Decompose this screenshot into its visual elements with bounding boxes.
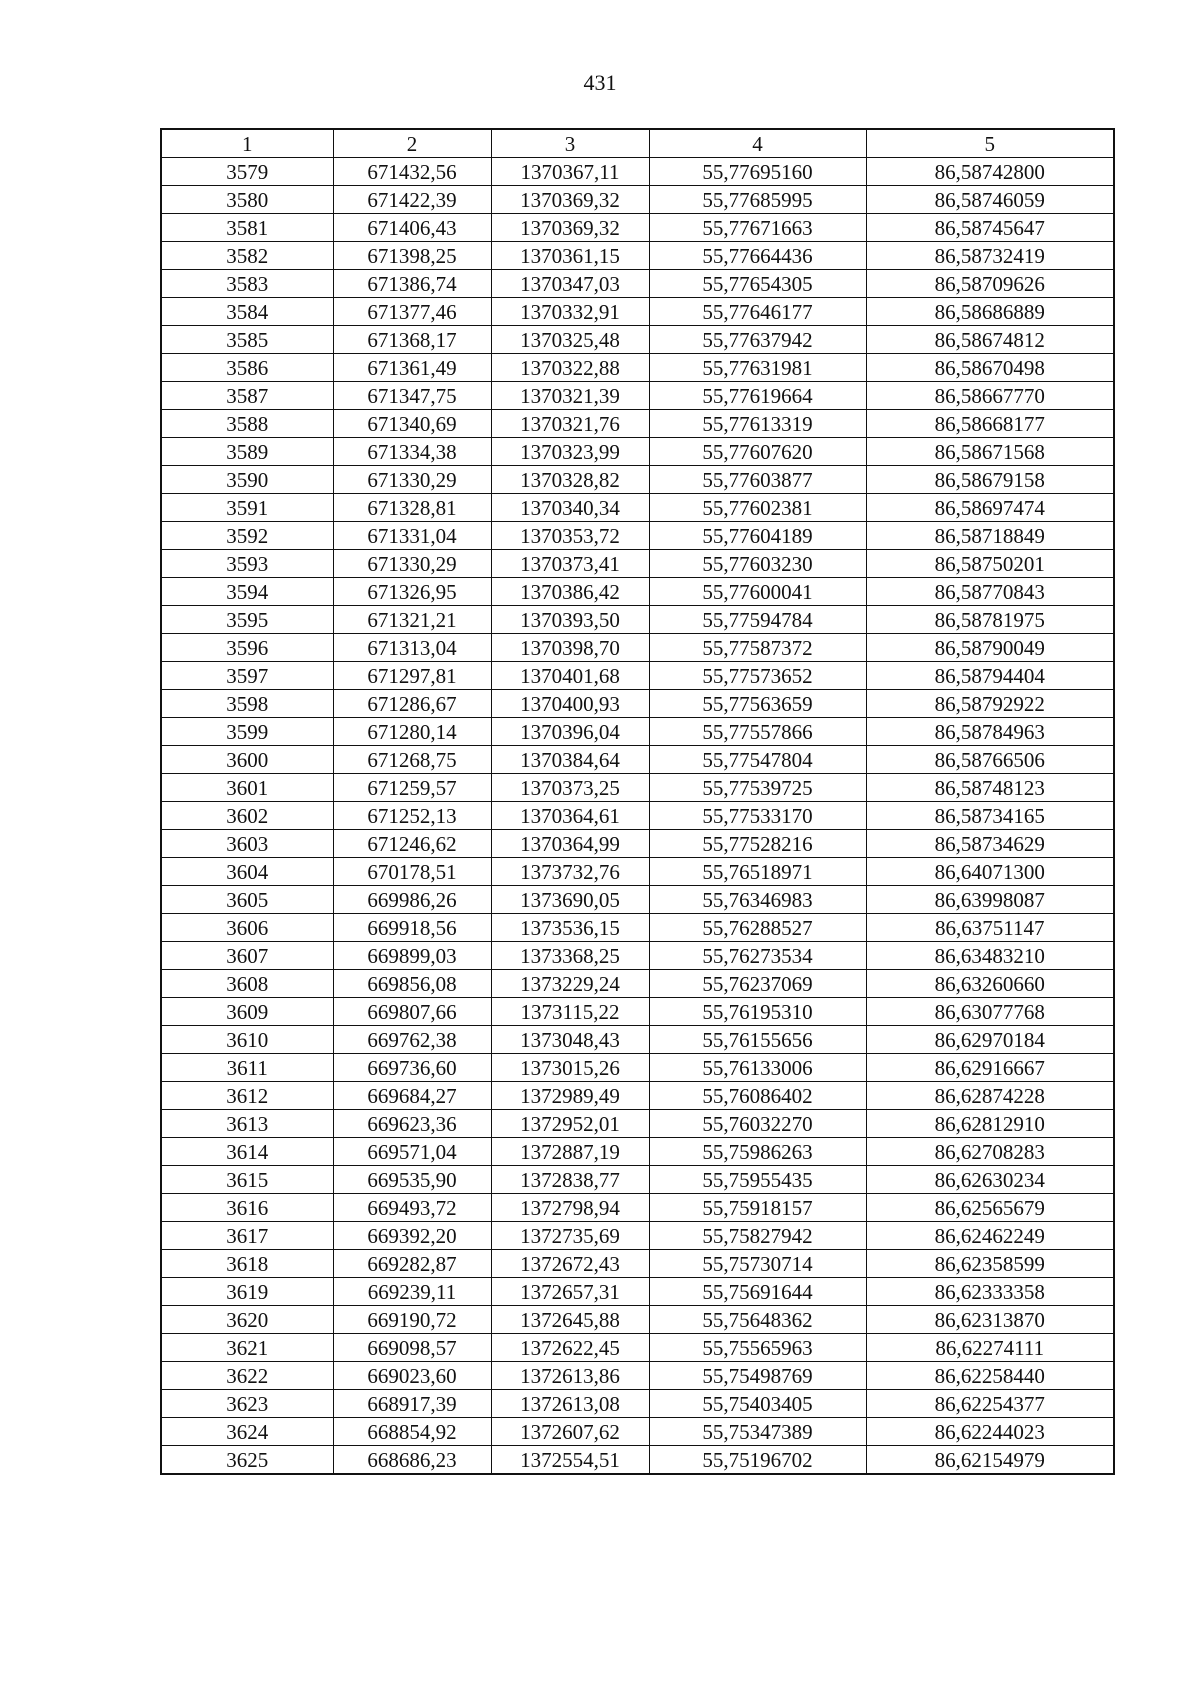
table-row	[161, 802, 1114, 830]
x-coordinate-cell: 671328,81	[333, 494, 491, 522]
y-coordinate-cell: 1370369,32	[491, 186, 649, 214]
latitude-cell: 55,75827942	[649, 1222, 866, 1250]
point-number-cell: 3583	[161, 270, 333, 298]
longitude-cell: 86,58794404	[866, 662, 1114, 690]
x-coordinate-cell: 671326,95	[333, 578, 491, 606]
point-number-cell: 3593	[161, 550, 333, 578]
y-coordinate-cell: 1370369,32	[491, 214, 649, 242]
table-row	[161, 1306, 1114, 1334]
x-coordinate-cell: 671331,04	[333, 522, 491, 550]
x-coordinate-cell: 669571,04	[333, 1138, 491, 1166]
table-row	[161, 606, 1114, 634]
y-coordinate-cell: 1370373,25	[491, 774, 649, 802]
latitude-cell: 55,77547804	[649, 746, 866, 774]
point-number-cell: 3585	[161, 326, 333, 354]
latitude-cell: 55,76133006	[649, 1054, 866, 1082]
table-row	[161, 298, 1114, 326]
point-number-cell: 3625	[161, 1446, 333, 1475]
y-coordinate-cell: 1370328,82	[491, 466, 649, 494]
x-coordinate-cell: 671340,69	[333, 410, 491, 438]
y-coordinate-cell: 1373015,26	[491, 1054, 649, 1082]
x-coordinate-cell: 671422,39	[333, 186, 491, 214]
latitude-cell: 55,76032270	[649, 1110, 866, 1138]
latitude-cell: 55,76237069	[649, 970, 866, 998]
x-coordinate-cell: 669493,72	[333, 1194, 491, 1222]
latitude-cell: 55,77664436	[649, 242, 866, 270]
point-number-cell: 3599	[161, 718, 333, 746]
point-number-cell: 3602	[161, 802, 333, 830]
point-number-cell: 3621	[161, 1334, 333, 1362]
table-row	[161, 158, 1114, 186]
latitude-cell: 55,75918157	[649, 1194, 866, 1222]
x-coordinate-cell: 670178,51	[333, 858, 491, 886]
y-coordinate-cell: 1372607,62	[491, 1418, 649, 1446]
point-number-cell: 3603	[161, 830, 333, 858]
latitude-cell: 55,75196702	[649, 1446, 866, 1475]
longitude-cell: 86,63483210	[866, 942, 1114, 970]
x-coordinate-cell: 669098,57	[333, 1334, 491, 1362]
point-number-cell: 3598	[161, 690, 333, 718]
point-number-cell: 3615	[161, 1166, 333, 1194]
longitude-cell: 86,58750201	[866, 550, 1114, 578]
x-coordinate-cell: 669856,08	[333, 970, 491, 998]
longitude-cell: 86,58770843	[866, 578, 1114, 606]
longitude-cell: 86,58745647	[866, 214, 1114, 242]
x-coordinate-cell: 671268,75	[333, 746, 491, 774]
latitude-cell: 55,77602381	[649, 494, 866, 522]
x-coordinate-cell: 669392,20	[333, 1222, 491, 1250]
y-coordinate-cell: 1373690,05	[491, 886, 649, 914]
latitude-cell: 55,75986263	[649, 1138, 866, 1166]
y-coordinate-cell: 1372887,19	[491, 1138, 649, 1166]
x-coordinate-cell: 669807,66	[333, 998, 491, 1026]
longitude-cell: 86,62333358	[866, 1278, 1114, 1306]
latitude-cell: 55,76518971	[649, 858, 866, 886]
table-row	[161, 242, 1114, 270]
point-number-cell: 3611	[161, 1054, 333, 1082]
point-number-cell: 3589	[161, 438, 333, 466]
x-coordinate-cell: 671259,57	[333, 774, 491, 802]
x-coordinate-cell: 671334,38	[333, 438, 491, 466]
y-coordinate-cell: 1370321,76	[491, 410, 649, 438]
y-coordinate-cell: 1370401,68	[491, 662, 649, 690]
y-coordinate-cell: 1373229,24	[491, 970, 649, 998]
latitude-cell: 55,77539725	[649, 774, 866, 802]
longitude-cell: 86,58766506	[866, 746, 1114, 774]
longitude-cell: 86,58784963	[866, 718, 1114, 746]
longitude-cell: 86,58686889	[866, 298, 1114, 326]
point-number-cell: 3600	[161, 746, 333, 774]
y-coordinate-cell: 1372645,88	[491, 1306, 649, 1334]
longitude-cell: 86,58668177	[866, 410, 1114, 438]
table-row	[161, 578, 1114, 606]
x-coordinate-cell: 671252,13	[333, 802, 491, 830]
x-coordinate-cell: 668854,92	[333, 1418, 491, 1446]
latitude-cell: 55,77671663	[649, 214, 866, 242]
column-header-1: 1	[161, 129, 333, 158]
x-coordinate-cell: 669023,60	[333, 1362, 491, 1390]
latitude-cell: 55,76273534	[649, 942, 866, 970]
table-row	[161, 1418, 1114, 1446]
latitude-cell: 55,77604189	[649, 522, 866, 550]
latitude-cell: 55,77646177	[649, 298, 866, 326]
longitude-cell: 86,58671568	[866, 438, 1114, 466]
coordinates-table	[160, 128, 1115, 1475]
table-row	[161, 214, 1114, 242]
table-row	[161, 1194, 1114, 1222]
x-coordinate-cell: 671386,74	[333, 270, 491, 298]
point-number-cell: 3594	[161, 578, 333, 606]
y-coordinate-cell: 1373536,15	[491, 914, 649, 942]
y-coordinate-cell: 1372672,43	[491, 1250, 649, 1278]
point-number-cell: 3618	[161, 1250, 333, 1278]
point-number-cell: 3622	[161, 1362, 333, 1390]
point-number-cell: 3592	[161, 522, 333, 550]
longitude-cell: 86,58667770	[866, 382, 1114, 410]
point-number-cell: 3591	[161, 494, 333, 522]
latitude-cell: 55,77600041	[649, 578, 866, 606]
x-coordinate-cell: 671368,17	[333, 326, 491, 354]
latitude-cell: 55,76155656	[649, 1026, 866, 1054]
longitude-cell: 86,62970184	[866, 1026, 1114, 1054]
point-number-cell: 3616	[161, 1194, 333, 1222]
y-coordinate-cell: 1372657,31	[491, 1278, 649, 1306]
longitude-cell: 86,63751147	[866, 914, 1114, 942]
column-header-2: 2	[333, 129, 491, 158]
y-coordinate-cell: 1370400,93	[491, 690, 649, 718]
latitude-cell: 55,77685995	[649, 186, 866, 214]
longitude-cell: 86,62358599	[866, 1250, 1114, 1278]
y-coordinate-cell: 1372952,01	[491, 1110, 649, 1138]
point-number-cell: 3601	[161, 774, 333, 802]
latitude-cell: 55,75648362	[649, 1306, 866, 1334]
latitude-cell: 55,77631981	[649, 354, 866, 382]
longitude-cell: 86,58781975	[866, 606, 1114, 634]
latitude-cell: 55,77533170	[649, 802, 866, 830]
table-row	[161, 438, 1114, 466]
y-coordinate-cell: 1372613,08	[491, 1390, 649, 1418]
point-number-cell: 3610	[161, 1026, 333, 1054]
page-number: 431	[583, 70, 617, 95]
latitude-cell: 55,77695160	[649, 158, 866, 186]
y-coordinate-cell: 1370340,34	[491, 494, 649, 522]
x-coordinate-cell: 668917,39	[333, 1390, 491, 1418]
point-number-cell: 3587	[161, 382, 333, 410]
point-number-cell: 3590	[161, 466, 333, 494]
point-number-cell: 3617	[161, 1222, 333, 1250]
x-coordinate-cell: 671432,56	[333, 158, 491, 186]
y-coordinate-cell: 1370353,72	[491, 522, 649, 550]
latitude-cell: 55,75691644	[649, 1278, 866, 1306]
y-coordinate-cell: 1370386,42	[491, 578, 649, 606]
longitude-cell: 86,58790049	[866, 634, 1114, 662]
longitude-cell: 86,58742800	[866, 158, 1114, 186]
point-number-cell: 3588	[161, 410, 333, 438]
latitude-cell: 55,77528216	[649, 830, 866, 858]
latitude-cell: 55,77563659	[649, 690, 866, 718]
point-number-cell: 3580	[161, 186, 333, 214]
y-coordinate-cell: 1370398,70	[491, 634, 649, 662]
table-row	[161, 886, 1114, 914]
x-coordinate-cell: 669282,87	[333, 1250, 491, 1278]
longitude-cell: 86,58734165	[866, 802, 1114, 830]
latitude-cell: 55,75565963	[649, 1334, 866, 1362]
y-coordinate-cell: 1373048,43	[491, 1026, 649, 1054]
point-number-cell: 3613	[161, 1110, 333, 1138]
y-coordinate-cell: 1370396,04	[491, 718, 649, 746]
x-coordinate-cell: 668686,23	[333, 1446, 491, 1475]
table-body	[161, 158, 1114, 1475]
latitude-cell: 55,76086402	[649, 1082, 866, 1110]
longitude-cell: 86,58718849	[866, 522, 1114, 550]
point-number-cell: 3607	[161, 942, 333, 970]
y-coordinate-cell: 1372554,51	[491, 1446, 649, 1475]
table-row	[161, 1110, 1114, 1138]
point-number-cell: 3609	[161, 998, 333, 1026]
y-coordinate-cell: 1370364,99	[491, 830, 649, 858]
x-coordinate-cell: 671286,67	[333, 690, 491, 718]
point-number-cell: 3612	[161, 1082, 333, 1110]
y-coordinate-cell: 1373732,76	[491, 858, 649, 886]
longitude-cell: 86,62462249	[866, 1222, 1114, 1250]
table-row	[161, 382, 1114, 410]
table-row	[161, 1250, 1114, 1278]
point-number-cell: 3596	[161, 634, 333, 662]
longitude-cell: 86,58674812	[866, 326, 1114, 354]
column-header-5: 5	[866, 129, 1114, 158]
table-row	[161, 718, 1114, 746]
point-number-cell: 3623	[161, 1390, 333, 1418]
table-row	[161, 466, 1114, 494]
point-number-cell: 3619	[161, 1278, 333, 1306]
x-coordinate-cell: 671406,43	[333, 214, 491, 242]
longitude-cell: 86,58748123	[866, 774, 1114, 802]
table-row	[161, 662, 1114, 690]
latitude-cell: 55,77637942	[649, 326, 866, 354]
point-number-cell: 3604	[161, 858, 333, 886]
table-row	[161, 410, 1114, 438]
x-coordinate-cell: 669986,26	[333, 886, 491, 914]
table-row	[161, 1362, 1114, 1390]
longitude-cell: 86,62254377	[866, 1390, 1114, 1418]
longitude-cell: 86,58697474	[866, 494, 1114, 522]
x-coordinate-cell: 669535,90	[333, 1166, 491, 1194]
x-coordinate-cell: 671246,62	[333, 830, 491, 858]
longitude-cell: 86,63260660	[866, 970, 1114, 998]
x-coordinate-cell: 669190,72	[333, 1306, 491, 1334]
y-coordinate-cell: 1370364,61	[491, 802, 649, 830]
y-coordinate-cell: 1373115,22	[491, 998, 649, 1026]
x-coordinate-cell: 669899,03	[333, 942, 491, 970]
point-number-cell: 3614	[161, 1138, 333, 1166]
longitude-cell: 86,62708283	[866, 1138, 1114, 1166]
table-row	[161, 830, 1114, 858]
table-row	[161, 1334, 1114, 1362]
x-coordinate-cell: 669918,56	[333, 914, 491, 942]
table-row	[161, 970, 1114, 998]
x-coordinate-cell: 671398,25	[333, 242, 491, 270]
latitude-cell: 55,75498769	[649, 1362, 866, 1390]
latitude-cell: 55,76346983	[649, 886, 866, 914]
x-coordinate-cell: 671347,75	[333, 382, 491, 410]
x-coordinate-cell: 669623,36	[333, 1110, 491, 1138]
longitude-cell: 86,62565679	[866, 1194, 1114, 1222]
latitude-cell: 55,77613319	[649, 410, 866, 438]
point-number-cell: 3595	[161, 606, 333, 634]
longitude-cell: 86,62630234	[866, 1166, 1114, 1194]
latitude-cell: 55,77573652	[649, 662, 866, 690]
table-row	[161, 1082, 1114, 1110]
y-coordinate-cell: 1370325,48	[491, 326, 649, 354]
longitude-cell: 86,58679158	[866, 466, 1114, 494]
latitude-cell: 55,77619664	[649, 382, 866, 410]
longitude-cell: 86,62274111	[866, 1334, 1114, 1362]
y-coordinate-cell: 1370332,91	[491, 298, 649, 326]
longitude-cell: 86,62244023	[866, 1418, 1114, 1446]
y-coordinate-cell: 1370384,64	[491, 746, 649, 774]
point-number-cell: 3624	[161, 1418, 333, 1446]
y-coordinate-cell: 1372989,49	[491, 1082, 649, 1110]
x-coordinate-cell: 671330,29	[333, 550, 491, 578]
table-row	[161, 1166, 1114, 1194]
longitude-cell: 86,62874228	[866, 1082, 1114, 1110]
x-coordinate-cell: 671330,29	[333, 466, 491, 494]
x-coordinate-cell: 671280,14	[333, 718, 491, 746]
point-number-cell: 3579	[161, 158, 333, 186]
point-number-cell: 3586	[161, 354, 333, 382]
point-number-cell: 3582	[161, 242, 333, 270]
longitude-cell: 86,62258440	[866, 1362, 1114, 1390]
y-coordinate-cell: 1370393,50	[491, 606, 649, 634]
table-row	[161, 1054, 1114, 1082]
y-coordinate-cell: 1370373,41	[491, 550, 649, 578]
y-coordinate-cell: 1370323,99	[491, 438, 649, 466]
table-row	[161, 1222, 1114, 1250]
column-header-4: 4	[649, 129, 866, 158]
table-row	[161, 1446, 1114, 1475]
longitude-cell: 86,64071300	[866, 858, 1114, 886]
longitude-cell: 86,62916667	[866, 1054, 1114, 1082]
latitude-cell: 55,75347389	[649, 1418, 866, 1446]
latitude-cell: 55,77603230	[649, 550, 866, 578]
table-row	[161, 326, 1114, 354]
y-coordinate-cell: 1370322,88	[491, 354, 649, 382]
table-row	[161, 1390, 1114, 1418]
table-row	[161, 522, 1114, 550]
y-coordinate-cell: 1372838,77	[491, 1166, 649, 1194]
table-row	[161, 690, 1114, 718]
x-coordinate-cell: 669762,38	[333, 1026, 491, 1054]
x-coordinate-cell: 671297,81	[333, 662, 491, 690]
longitude-cell: 86,58670498	[866, 354, 1114, 382]
y-coordinate-cell: 1372735,69	[491, 1222, 649, 1250]
table-row	[161, 186, 1114, 214]
table-row	[161, 858, 1114, 886]
latitude-cell: 55,77594784	[649, 606, 866, 634]
table-row	[161, 354, 1114, 382]
latitude-cell: 55,75955435	[649, 1166, 866, 1194]
latitude-cell: 55,75730714	[649, 1250, 866, 1278]
latitude-cell: 55,77587372	[649, 634, 866, 662]
longitude-cell: 86,63077768	[866, 998, 1114, 1026]
table-row	[161, 942, 1114, 970]
longitude-cell: 86,58734629	[866, 830, 1114, 858]
point-number-cell: 3608	[161, 970, 333, 998]
point-number-cell: 3605	[161, 886, 333, 914]
y-coordinate-cell: 1370367,11	[491, 158, 649, 186]
x-coordinate-cell: 669736,60	[333, 1054, 491, 1082]
longitude-cell: 86,62313870	[866, 1306, 1114, 1334]
y-coordinate-cell: 1372622,45	[491, 1334, 649, 1362]
point-number-cell: 3606	[161, 914, 333, 942]
table-header-row	[161, 129, 1114, 158]
longitude-cell: 86,62154979	[866, 1446, 1114, 1475]
longitude-cell: 86,58792922	[866, 690, 1114, 718]
y-coordinate-cell: 1373368,25	[491, 942, 649, 970]
longitude-cell: 86,58709626	[866, 270, 1114, 298]
latitude-cell: 55,76195310	[649, 998, 866, 1026]
latitude-cell: 55,77557866	[649, 718, 866, 746]
point-number-cell: 3597	[161, 662, 333, 690]
table-row	[161, 746, 1114, 774]
table-row	[161, 1278, 1114, 1306]
longitude-cell: 86,58746059	[866, 186, 1114, 214]
table-row	[161, 1026, 1114, 1054]
x-coordinate-cell: 671321,21	[333, 606, 491, 634]
table-row	[161, 774, 1114, 802]
table-row	[161, 550, 1114, 578]
x-coordinate-cell: 669684,27	[333, 1082, 491, 1110]
longitude-cell: 86,63998087	[866, 886, 1114, 914]
latitude-cell: 55,76288527	[649, 914, 866, 942]
table-row	[161, 1138, 1114, 1166]
table-row	[161, 270, 1114, 298]
y-coordinate-cell: 1370347,03	[491, 270, 649, 298]
y-coordinate-cell: 1370361,15	[491, 242, 649, 270]
latitude-cell: 55,77603877	[649, 466, 866, 494]
x-coordinate-cell: 671377,46	[333, 298, 491, 326]
table-row	[161, 998, 1114, 1026]
x-coordinate-cell: 671361,49	[333, 354, 491, 382]
point-number-cell: 3620	[161, 1306, 333, 1334]
latitude-cell: 55,75403405	[649, 1390, 866, 1418]
x-coordinate-cell: 669239,11	[333, 1278, 491, 1306]
longitude-cell: 86,58732419	[866, 242, 1114, 270]
table-row	[161, 634, 1114, 662]
y-coordinate-cell: 1372613,86	[491, 1362, 649, 1390]
point-number-cell: 3581	[161, 214, 333, 242]
table-row	[161, 494, 1114, 522]
latitude-cell: 55,77607620	[649, 438, 866, 466]
column-header-3: 3	[491, 129, 649, 158]
point-number-cell: 3584	[161, 298, 333, 326]
y-coordinate-cell: 1372798,94	[491, 1194, 649, 1222]
table-row	[161, 914, 1114, 942]
latitude-cell: 55,77654305	[649, 270, 866, 298]
y-coordinate-cell: 1370321,39	[491, 382, 649, 410]
longitude-cell: 86,62812910	[866, 1110, 1114, 1138]
x-coordinate-cell: 671313,04	[333, 634, 491, 662]
